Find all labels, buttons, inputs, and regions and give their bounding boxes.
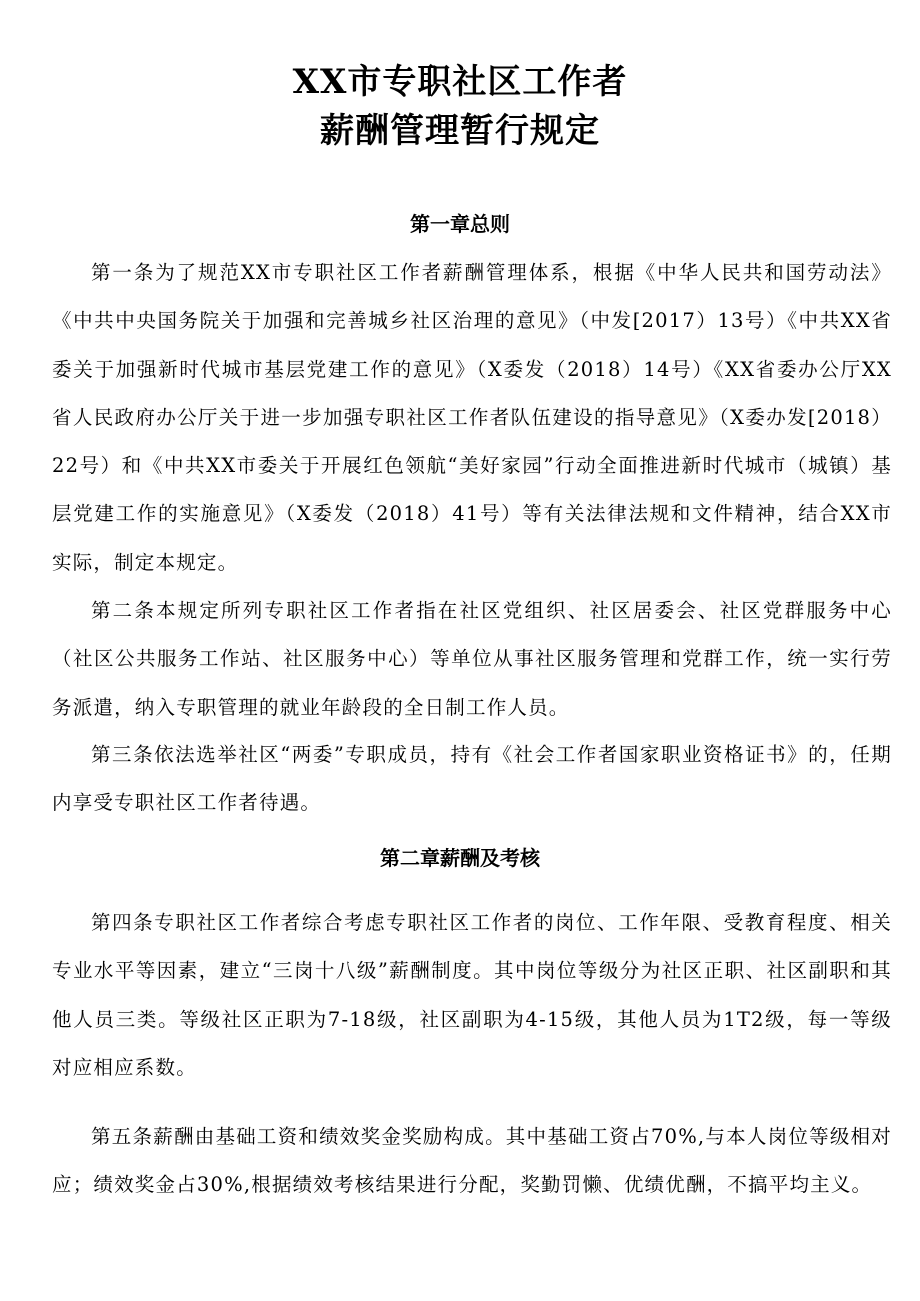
document-title-line-1: XX市专职社区工作者: [292, 62, 628, 102]
chapter-heading-1: 第一章总则: [410, 212, 510, 236]
article-4: 第四条专职社区工作者综合考虑专职社区工作者的岗位、工作年限、受教育程度、相关专业水平等因素，建立“三岗十八级”薪酬制度。其中岗位等级分为社区正职、社区副职和其他人员三类。等级社区正职为7-18级，社区副职为4-15级，其他人员为1T2级，每一等级对应相应系数。: [52, 911, 892, 1079]
article-2: 第二条本规定所列专职社区工作者指在社区党组织、社区居委会、社区党群服务中心（社区公共服务工作站、社区服务中心）等单位从事社区服务管理和党群工作，统一实行劳务派遣，纳入专职管理的就业年龄段的全日制工作人员。: [52, 599, 892, 719]
article-1: 第一条为了规范XX市专职社区工作者薪酬管理体系，根据《中华人民共和国劳动法》《中共中央国务院关于加强和完善城乡社区治理的意见》（中发[2017）13号）《中共XX省委关于加强新时代城市基层党建工作的意见》（X委发（2018）14号）《XX省委办公厅XX省人民政府办公厅关于进一步加强专职社区工作者队伍建设的指导意见》（X委办发[2018）22号）和《中共XX市委关于开展红色领航“美好家园”行动全面推进新时代城市（城镇）基层党建工作的实施意见》（X委发（2018）41号）等有关法律法规和文件精神，结合XX市实际，制定本规定。: [52, 261, 892, 574]
article-5: 第五条薪酬由基础工资和绩效奖金奖励构成。其中基础工资占70%,与本人岗位等级相对应；绩效奖金占30%,根据绩效考核结果进行分配，奖勤罚懒、优绩优酬，不搞平均主义。: [52, 1125, 892, 1197]
article-3: 第三条依法选举社区“两委”专职成员，持有《社会工作者国家职业资格证书》的，任期内享受专职社区工作者待遇。: [52, 743, 892, 815]
chapter-heading-2: 第二章薪酬及考核: [380, 846, 540, 870]
document-title-line-2: 薪酬管理暂行规定: [320, 111, 600, 151]
